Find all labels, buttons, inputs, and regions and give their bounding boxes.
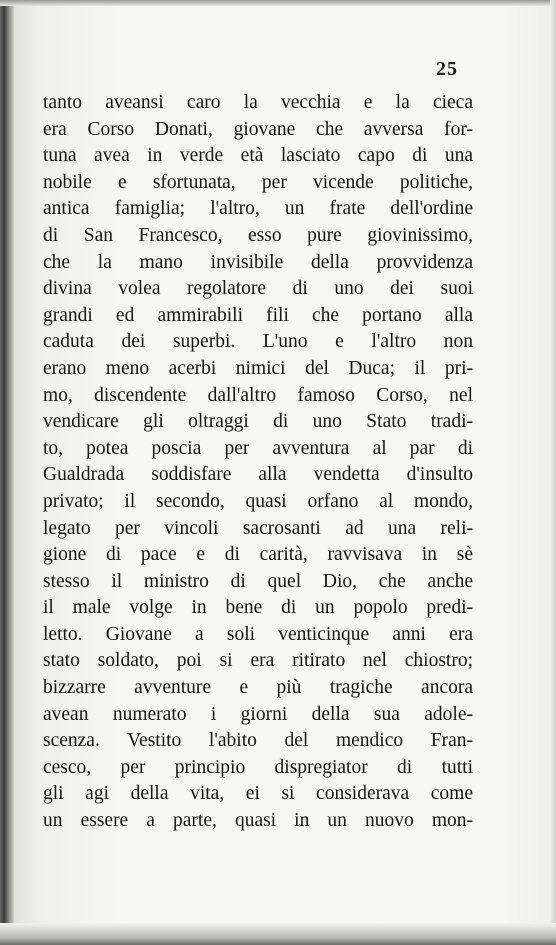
text-line: caduta dei superbi. L'uno e l'altro non <box>43 331 473 353</box>
text-line: to, potea poscia per avventura al par di <box>43 437 473 459</box>
text-line: grandi ed ammirabili fili che portano alla <box>43 304 473 326</box>
text-line: privato; il secondo, quasi orfano al mondo, <box>43 490 473 512</box>
text-line: stesso il ministro di quel Dio, che anche <box>43 570 473 592</box>
text-line: scenza. Vestito l'abito del mendico Fran- <box>43 730 473 752</box>
text-line: un essere a parte, quasi in un nuovo mon- <box>43 810 473 832</box>
book-spine-shadow <box>0 0 14 945</box>
text-line: Gualdrada soddisfare alla vendetta d'insulto <box>43 464 473 486</box>
text-line: legato per vincoli sacrosanti ad una reli- <box>43 517 473 539</box>
page-number: 25 <box>436 58 458 80</box>
text-line: vendicare gli oltraggi di uno Stato tradi- <box>43 411 473 433</box>
text-line: stato soldato, poi si era ritirato nel chiostro; <box>43 650 473 672</box>
text-line: erano meno acerbi nimici del Duca; il pri- <box>43 357 473 379</box>
page-right-edge <box>550 0 556 945</box>
text-line: bizzarre avventure e più tragiche ancora <box>43 677 473 699</box>
text-line: avean numerato i giorni della sua adole- <box>43 703 473 725</box>
text-line: tanto aveansi caro la vecchia e la cieca <box>43 92 473 113</box>
text-line: letto. Giovane a soli venticinque anni era <box>43 623 473 645</box>
text-line: mo, discendente dall'altro famoso Corso, nel <box>43 384 473 406</box>
text-line: che la mano invisibile della provvidenza <box>43 251 473 273</box>
text-line: nobile e sfortunata, per vicende politiche, <box>43 171 473 193</box>
text-line: tuna avea in verde età lasciato capo di una <box>43 145 473 167</box>
text-line: di San Francesco, esso pure giovinissimo, <box>43 224 473 246</box>
text-line: divina volea regolatore di uno dei suoi <box>43 278 473 300</box>
body-text <box>43 90 473 835</box>
page-bottom-edge <box>0 923 556 945</box>
text-line: gione di pace e di carità, ravvisava in sè <box>43 544 473 566</box>
text-line: antica famiglia; l'altro, un frate dell'ordine <box>43 198 473 220</box>
text-line: era Corso Donati, giovane che avversa for- <box>43 118 473 140</box>
text-line: cesco, per principio dispregiator di tutti <box>43 756 473 778</box>
page-top-edge <box>0 0 556 6</box>
text-line: gli agi della vita, ei si considerava come <box>43 783 473 805</box>
text-line: il male volge in bene di un popolo predi- <box>43 597 473 619</box>
